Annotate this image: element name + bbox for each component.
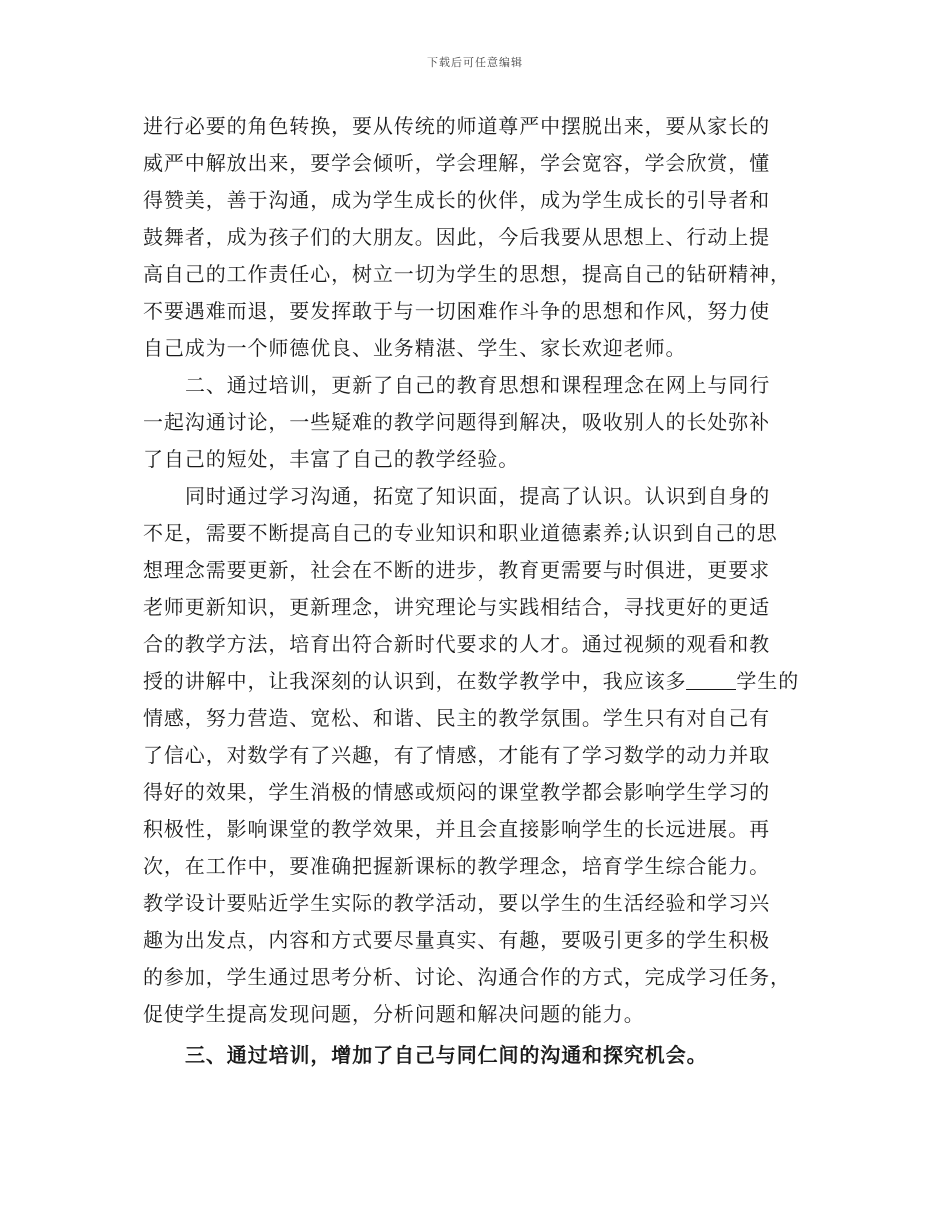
text-line: 威严中解放出来，要学会倾听，学会理解，学会宽容，学会欣赏，懂 — [143, 151, 770, 175]
text-line: 教学设计要贴近学生实际的教学活动，要以学生的生活经验和学习兴 — [143, 891, 770, 915]
text-line: 自己成为一个师德优良、业务精湛、学生、家长欢迎老师。 — [143, 336, 687, 360]
text-line: 同时通过学习沟通，拓宽了知识面，提高了认识。认识到自身的 — [185, 484, 771, 508]
text-line: 积极性，影响课堂的教学效果，并且会直接影响学生的长远进展。再 — [143, 817, 770, 841]
paragraph-1 — [143, 108, 823, 367]
text-line: 进行必要的角色转换，要从传统的师道尊严中摆脱出来，要从家长的 — [143, 114, 770, 138]
document-body — [143, 108, 823, 1074]
text-line: 了信心，对数学有了兴趣，有了情感，才能有了学习数学的动力并取 — [143, 743, 770, 767]
text-line: 老师更新知识，更新理念，讲究理论与实践相结合，寻找更好的更适 — [143, 595, 770, 619]
text-line-with-blank — [143, 663, 823, 700]
text-line: 了自己的短处，丰富了自己的教学经验。 — [143, 447, 520, 471]
text-line: 得好的效果，学生消极的情感或烦闷的课堂教学都会影响学生学习的 — [143, 780, 770, 804]
text-line: 不要遇难而退，要发挥敢于与一切困难作斗争的思想和作风，努力使 — [143, 299, 770, 323]
text-line: 高自己的工作责任心，树立一切为学生的思想，提高自己的钻研精神， — [143, 262, 791, 286]
text-line: 趣为出发点，内容和方式要尽量真实、有趣，要吸引更多的学生积极 — [143, 928, 770, 952]
paragraph-3 — [143, 478, 823, 1033]
text-before-blank: 授的讲解中，让我深刻的认识到，在数学教学中，我应该多 — [143, 669, 687, 693]
text-line: 不足，需要不断提高自己的专业知识和职业道德素养;认识到自己的思 — [143, 521, 778, 545]
text-line: 促使学生提高发现问题，分析问题和解决问题的能力。 — [143, 1002, 645, 1026]
text-line: 想理念需要更新，社会在不断的进步，教育更需要与时俱进，更要求 — [143, 558, 770, 582]
text-line: 二、通过培训，更新了自己的教育思想和课程理念在网上与同行 — [185, 373, 771, 397]
text-line: 得赞美，善于沟通，成为学生成长的伙伴，成为学生成长的引导者和 — [143, 188, 770, 212]
fill-in-blank — [686, 667, 736, 690]
section-heading: 三、通过培训，增加了自己与同仁间的沟通和探究机会。 — [185, 1043, 708, 1067]
text-line: 合的教学方法，培育出符合新时代要求的人才。通过视频的观看和教 — [143, 632, 770, 656]
text-line: 次，在工作中，要准确把握新课标的教学理念，培育学生综合能力。 — [143, 854, 770, 878]
text-line: 一起沟通讨论，一些疑难的教学问题得到解决，吸收别人的长处弥补 — [143, 410, 770, 434]
text-line: 的参加，学生通过思考分析、讨论、沟通合作的方式，完成学习任务， — [143, 965, 791, 989]
text-line: 情感，努力营造、宽松、和谐、民主的教学氛围。学生只有对自己有 — [143, 706, 770, 730]
page-header-note: 下载后可任意编辑 — [427, 56, 523, 69]
text-after-blank: 学生的 — [736, 669, 800, 693]
text-line: 鼓舞者，成为孩子们的大朋友。因此，今后我要从思想上、行动上提 — [143, 225, 770, 249]
paragraph-2 — [143, 367, 823, 478]
